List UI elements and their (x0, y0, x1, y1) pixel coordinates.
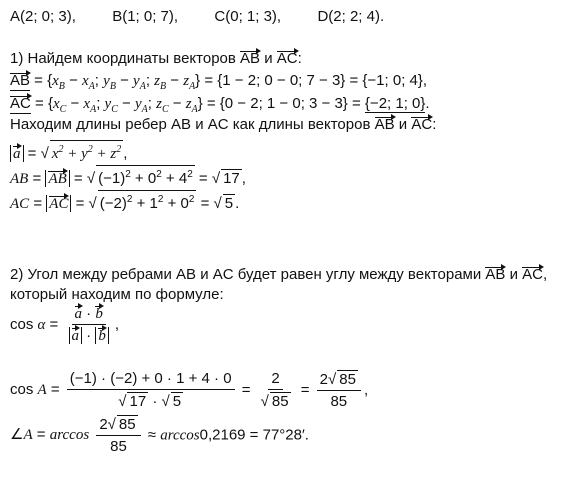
point-d: D(2; 2; 4). (317, 8, 385, 25)
step1-heading: 1) Найдем координаты векторов AB и AC: (10, 50, 302, 67)
angle-result: ∠A = arccos $\frac{2√ 85}{85}$ ≈ arccos0,2169 = 77°28′. (10, 416, 309, 455)
ab-length: AB = AB = √ $(-1)^2 + 0^2 + 4^2$ = √ 17 , (10, 165, 246, 188)
step2-line1: 2) Угол между ребрами AB и AC будет равен углу между векторами AB и AC, (10, 266, 548, 283)
points-line (10, 8, 384, 26)
point-c: C(0; 1; 3), (214, 8, 282, 25)
cos-alpha-formula: cos α = $\frac{a \cdot b}{a \cdot b}$ , (10, 305, 120, 344)
lengths-intro: Находим длины ребер AB и AC как длины векторов AB и AC: (10, 116, 437, 133)
ac-length: AC = AC = √ $(-2)^2 + 1^2 + 0^2$ = √ 5 . (10, 190, 239, 213)
step2-line2: который находим по формуле: (10, 286, 224, 303)
ab-vector-line: AB = {$x_B - x_A$; $y_B - y_A$; $z_B - z_A\} = \{1 - 2$; 0 − 0; 7 − 3} = {−1; 0; 4}, (10, 72, 428, 92)
point-b: B(1; 0; 7), (112, 8, 179, 25)
cos-a-computation: cos A = $\frac{(-1) \cdot (-2) + 0 \cdot 1 + 4 \cdot 0}{√ 17 \cdot √ 5}$ = $\frac{2}{√ 85}$ = $\frac{2√ 85}{85}$ , (10, 370, 369, 410)
ac-vector-line: AC = {$x_C - x_A$; $y_C - y_A$; $z_C - z_A\} = \{0 - 2$; 1 − 0; 3 − 3} = {−2; 1; 0}. (10, 95, 430, 115)
vector-length-formula: a = √ $x^2 + y^2 + z^2$ , (10, 140, 127, 163)
point-a: A(2; 0; 3), (10, 8, 76, 25)
